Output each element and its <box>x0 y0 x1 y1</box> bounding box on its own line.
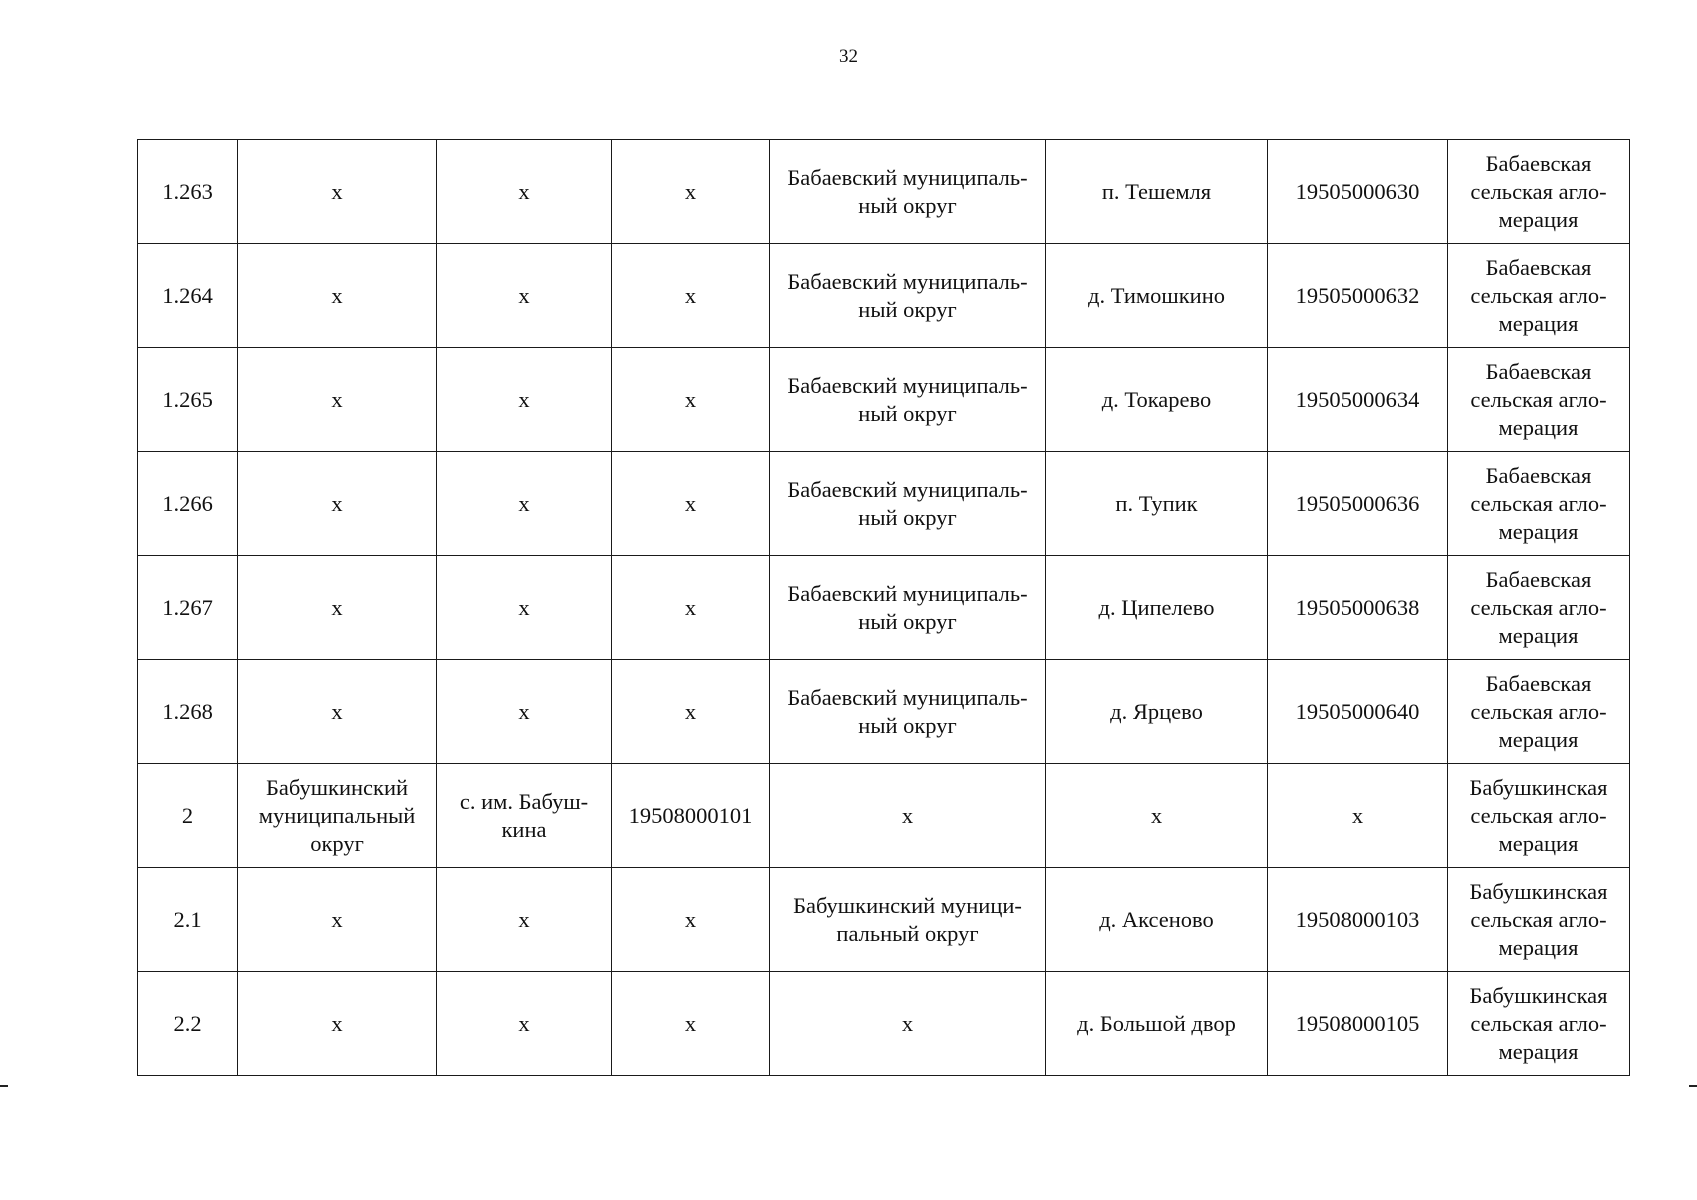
row-number-cell: 2 <box>138 764 238 868</box>
table-row <box>138 244 1630 348</box>
settlement-cell: д. Аксеново <box>1046 868 1268 972</box>
table-cell: х <box>437 868 612 972</box>
table-cell: х <box>612 348 770 452</box>
settlement-cell: п. Тупик <box>1046 452 1268 556</box>
row-number-cell: 1.265 <box>138 348 238 452</box>
table-cell: х <box>612 972 770 1076</box>
agglomeration-cell: Бабушкинская сельская агло-мерация <box>1448 972 1630 1076</box>
data-table <box>137 139 1630 1076</box>
code-cell: 19508000103 <box>1268 868 1448 972</box>
table-cell: х <box>612 556 770 660</box>
page-number: 32 <box>839 46 858 67</box>
table-cell: х <box>437 452 612 556</box>
table-row <box>138 452 1630 556</box>
row-number-cell: 1.268 <box>138 660 238 764</box>
code-cell: 19505000632 <box>1268 244 1448 348</box>
agglomeration-cell: Бабаевская сельская агло-мерация <box>1448 244 1630 348</box>
table-cell: х <box>612 868 770 972</box>
settlement-cell: д. Токарево <box>1046 348 1268 452</box>
code-cell: 19508000101 <box>612 764 770 868</box>
agglomeration-cell: Бабаевская сельская агло-мерация <box>1448 348 1630 452</box>
district-cell: Бабаевский муниципаль-ный округ <box>770 348 1046 452</box>
row-number-cell: 1.267 <box>138 556 238 660</box>
row-number-cell: 1.263 <box>138 140 238 244</box>
table-cell: х <box>437 556 612 660</box>
code-cell: 19505000630 <box>1268 140 1448 244</box>
settlement-cell: д. Тимошкино <box>1046 244 1268 348</box>
table-row <box>138 140 1630 244</box>
table-row <box>138 660 1630 764</box>
district-cell: Бабушкинский муници-пальный округ <box>770 868 1046 972</box>
agglomeration-cell: Бабаевская сельская агло-мерация <box>1448 452 1630 556</box>
table-cell: х <box>1046 764 1268 868</box>
settlement-cell: д. Ципелево <box>1046 556 1268 660</box>
table-cell: х <box>238 348 437 452</box>
table-cell: х <box>1268 764 1448 868</box>
table-cell: х <box>612 452 770 556</box>
table-cell: х <box>612 660 770 764</box>
table-cell: х <box>238 244 437 348</box>
table-cell: х <box>437 244 612 348</box>
district-cell: Бабаевский муниципаль-ный округ <box>770 556 1046 660</box>
table-row <box>138 556 1630 660</box>
row-number-cell: 2.2 <box>138 972 238 1076</box>
district-cell: Бабаевский муниципаль-ный округ <box>770 140 1046 244</box>
code-cell: 19505000634 <box>1268 348 1448 452</box>
scan-edge-mark-right <box>1689 1085 1697 1087</box>
table-cell: х <box>437 972 612 1076</box>
table-cell: х <box>238 660 437 764</box>
code-cell: 19505000638 <box>1268 556 1448 660</box>
district-cell: Бабаевский муниципаль-ный округ <box>770 244 1046 348</box>
district-cell: Бабушкинский муниципальный округ <box>238 764 437 868</box>
district-cell: Бабаевский муниципаль-ный округ <box>770 452 1046 556</box>
table-row <box>138 972 1630 1076</box>
table-cell: х <box>238 972 437 1076</box>
settlement-cell: д. Большой двор <box>1046 972 1268 1076</box>
row-number-cell: 2.1 <box>138 868 238 972</box>
row-number-cell: 1.264 <box>138 244 238 348</box>
table-cell: х <box>437 348 612 452</box>
settlement-cell: п. Тешемля <box>1046 140 1268 244</box>
table-cell: х <box>238 452 437 556</box>
agglomeration-cell: Бабаевская сельская агло-мерация <box>1448 140 1630 244</box>
code-cell: 19505000640 <box>1268 660 1448 764</box>
table-cell: х <box>238 140 437 244</box>
district-cell: Бабаевский муниципаль-ный округ <box>770 660 1046 764</box>
table-cell: х <box>437 660 612 764</box>
agglomeration-cell: Бабаевская сельская агло-мерация <box>1448 660 1630 764</box>
center-cell: с. им. Бабуш-кина <box>437 764 612 868</box>
agglomeration-cell: Бабушкинская сельская агло-мерация <box>1448 764 1630 868</box>
code-cell: 19505000636 <box>1268 452 1448 556</box>
agglomeration-cell: Бабушкинская сельская агло-мерация <box>1448 868 1630 972</box>
table-row <box>138 868 1630 972</box>
table-row <box>138 348 1630 452</box>
table-cell: х <box>770 972 1046 1076</box>
table-row <box>138 764 1630 868</box>
scan-edge-mark-left <box>0 1085 8 1087</box>
row-number-cell: 1.266 <box>138 452 238 556</box>
table-cell: х <box>437 140 612 244</box>
table-cell: х <box>612 140 770 244</box>
agglomeration-cell: Бабаевская сельская агло-мерация <box>1448 556 1630 660</box>
table-cell: х <box>238 556 437 660</box>
table-cell: х <box>770 764 1046 868</box>
settlement-cell: д. Ярцево <box>1046 660 1268 764</box>
code-cell: 19508000105 <box>1268 972 1448 1076</box>
table-cell: х <box>612 244 770 348</box>
table-cell: х <box>238 868 437 972</box>
